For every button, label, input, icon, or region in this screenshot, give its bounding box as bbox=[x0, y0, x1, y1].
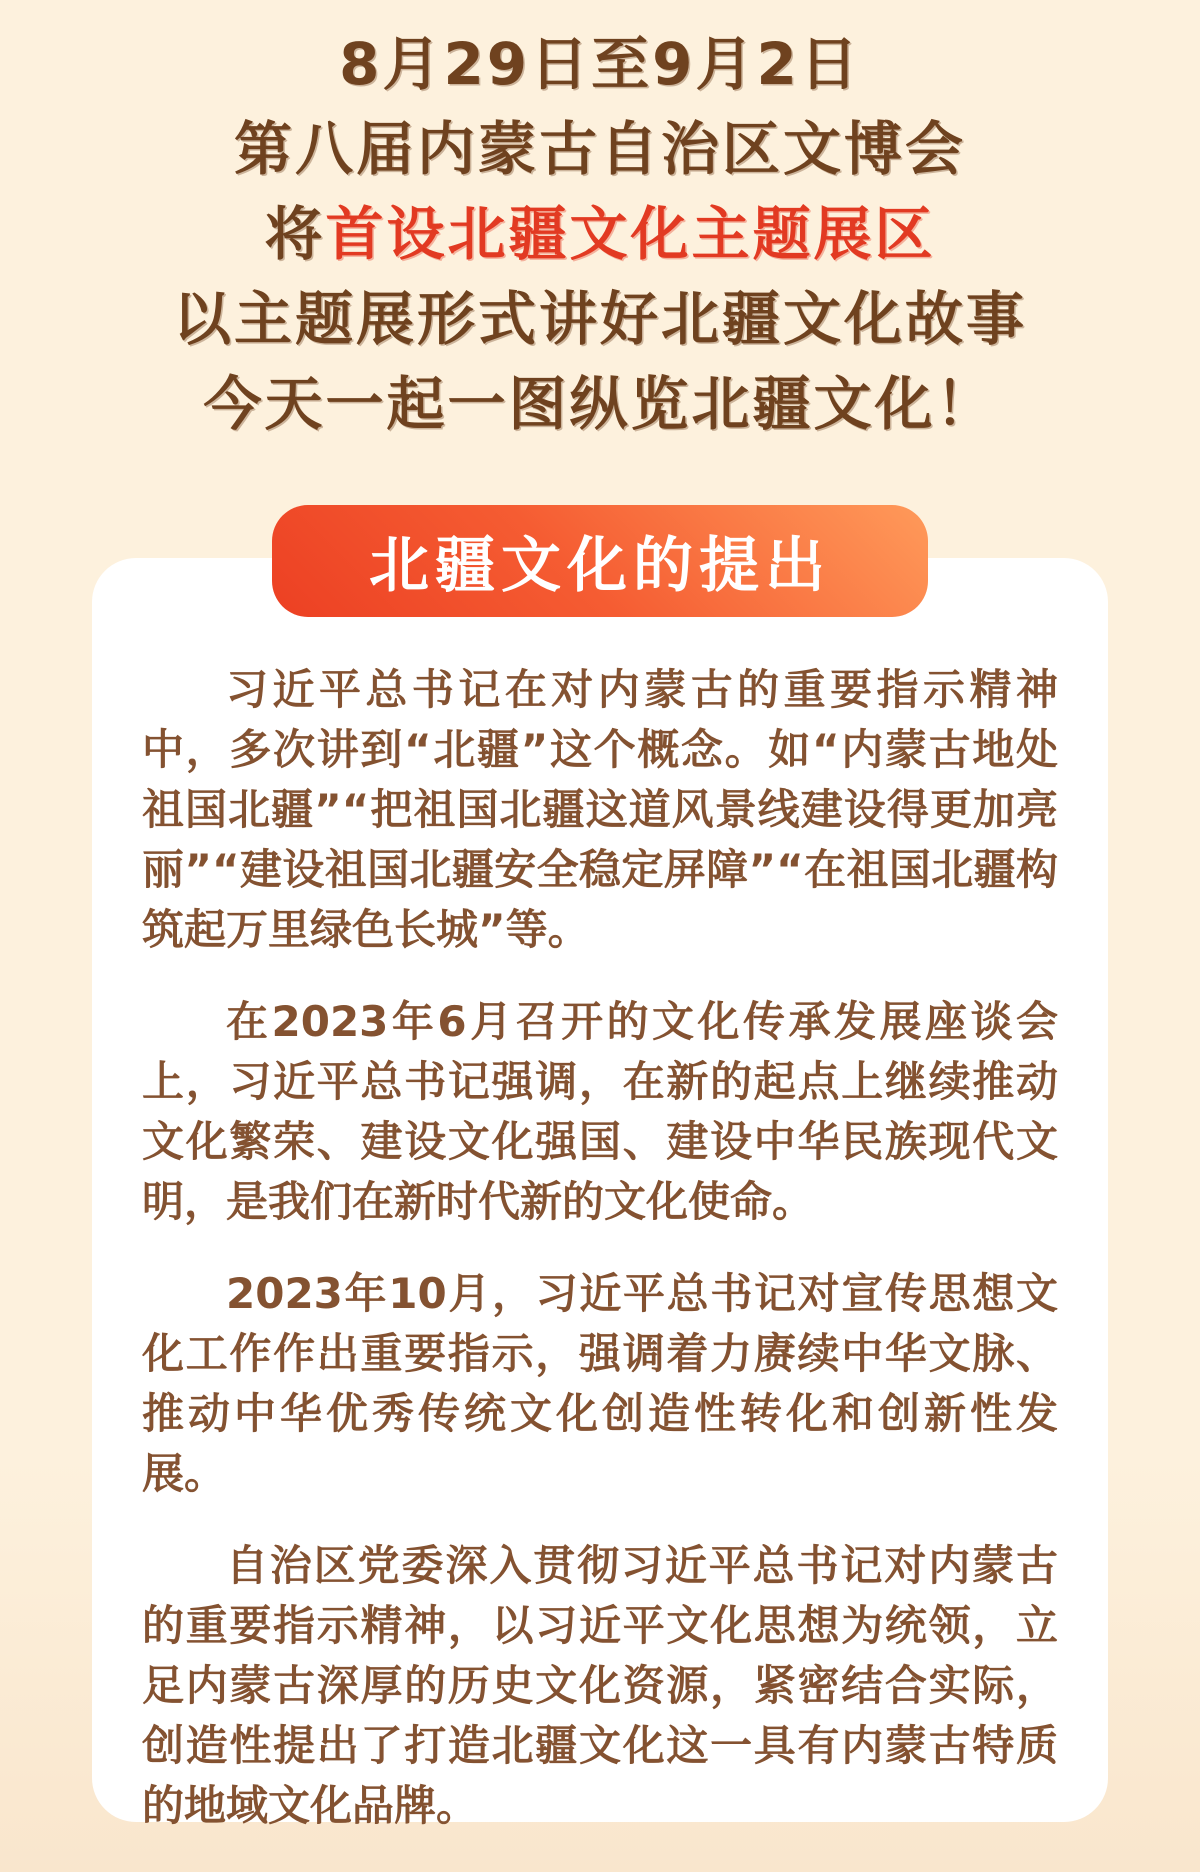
intro-line-dates bbox=[0, 22, 1200, 107]
paragraph-1: 习近平总书记在对内蒙古的重要指示精神中，多次讲到“北疆”这个概念。如“内蒙古地处祖国北疆”“把祖国北疆这道风景线建设得更加亮丽”“建设祖国北疆安全稳定屏障”“在祖国北疆构筑起万里绿色长城”等。 bbox=[142, 665, 1058, 954]
intro-line-theme-highlight: 首设北疆文化主题展区 bbox=[325, 200, 936, 268]
section-banner-title: 北疆文化的提出 bbox=[369, 531, 831, 601]
section-banner bbox=[272, 505, 928, 617]
intro-line-overview bbox=[0, 362, 1200, 447]
intro-line-event bbox=[0, 107, 1200, 192]
section-card bbox=[92, 558, 1108, 1830]
intro-line-theme-prefix: 将 bbox=[264, 200, 326, 268]
paragraph-3: 2023年10月，习近平总书记对宣传思想文化工作作出重要指示，强调着力赓续中华文脉、推动中华优秀传统文化创造性转化和创新性发展。 bbox=[142, 1269, 1058, 1498]
paragraph-2: 在2023年6月召开的文化传承发展座谈会上，习近平总书记强调，在新的起点上继续推动文化繁荣、建设文化强国、建设中华民族现代文明，是我们在新时代新的文化使命。 bbox=[142, 997, 1058, 1226]
intro-line-overview-text: 今天一起一图纵览北疆文化！ bbox=[203, 370, 997, 438]
paragraph-4: 自治区党委深入贯彻习近平总书记对内蒙古的重要指示精神，以习近平文化思想为统领，立足内蒙古深厚的历史文化资源，紧密结合实际，创造性提出了打造北疆文化这一具有内蒙古特质的地域文化品牌。 bbox=[142, 1541, 1058, 1830]
intro-line-dates-text: 8月29日至9月2日 bbox=[339, 30, 861, 98]
intro-line-story bbox=[0, 277, 1200, 362]
intro-header bbox=[0, 22, 1200, 447]
intro-line-event-text: 第八届内蒙古自治区文博会 bbox=[233, 115, 966, 183]
intro-line-theme-zone bbox=[0, 192, 1200, 277]
intro-line-story-text: 以主题展形式讲好北疆文化故事 bbox=[172, 285, 1027, 353]
